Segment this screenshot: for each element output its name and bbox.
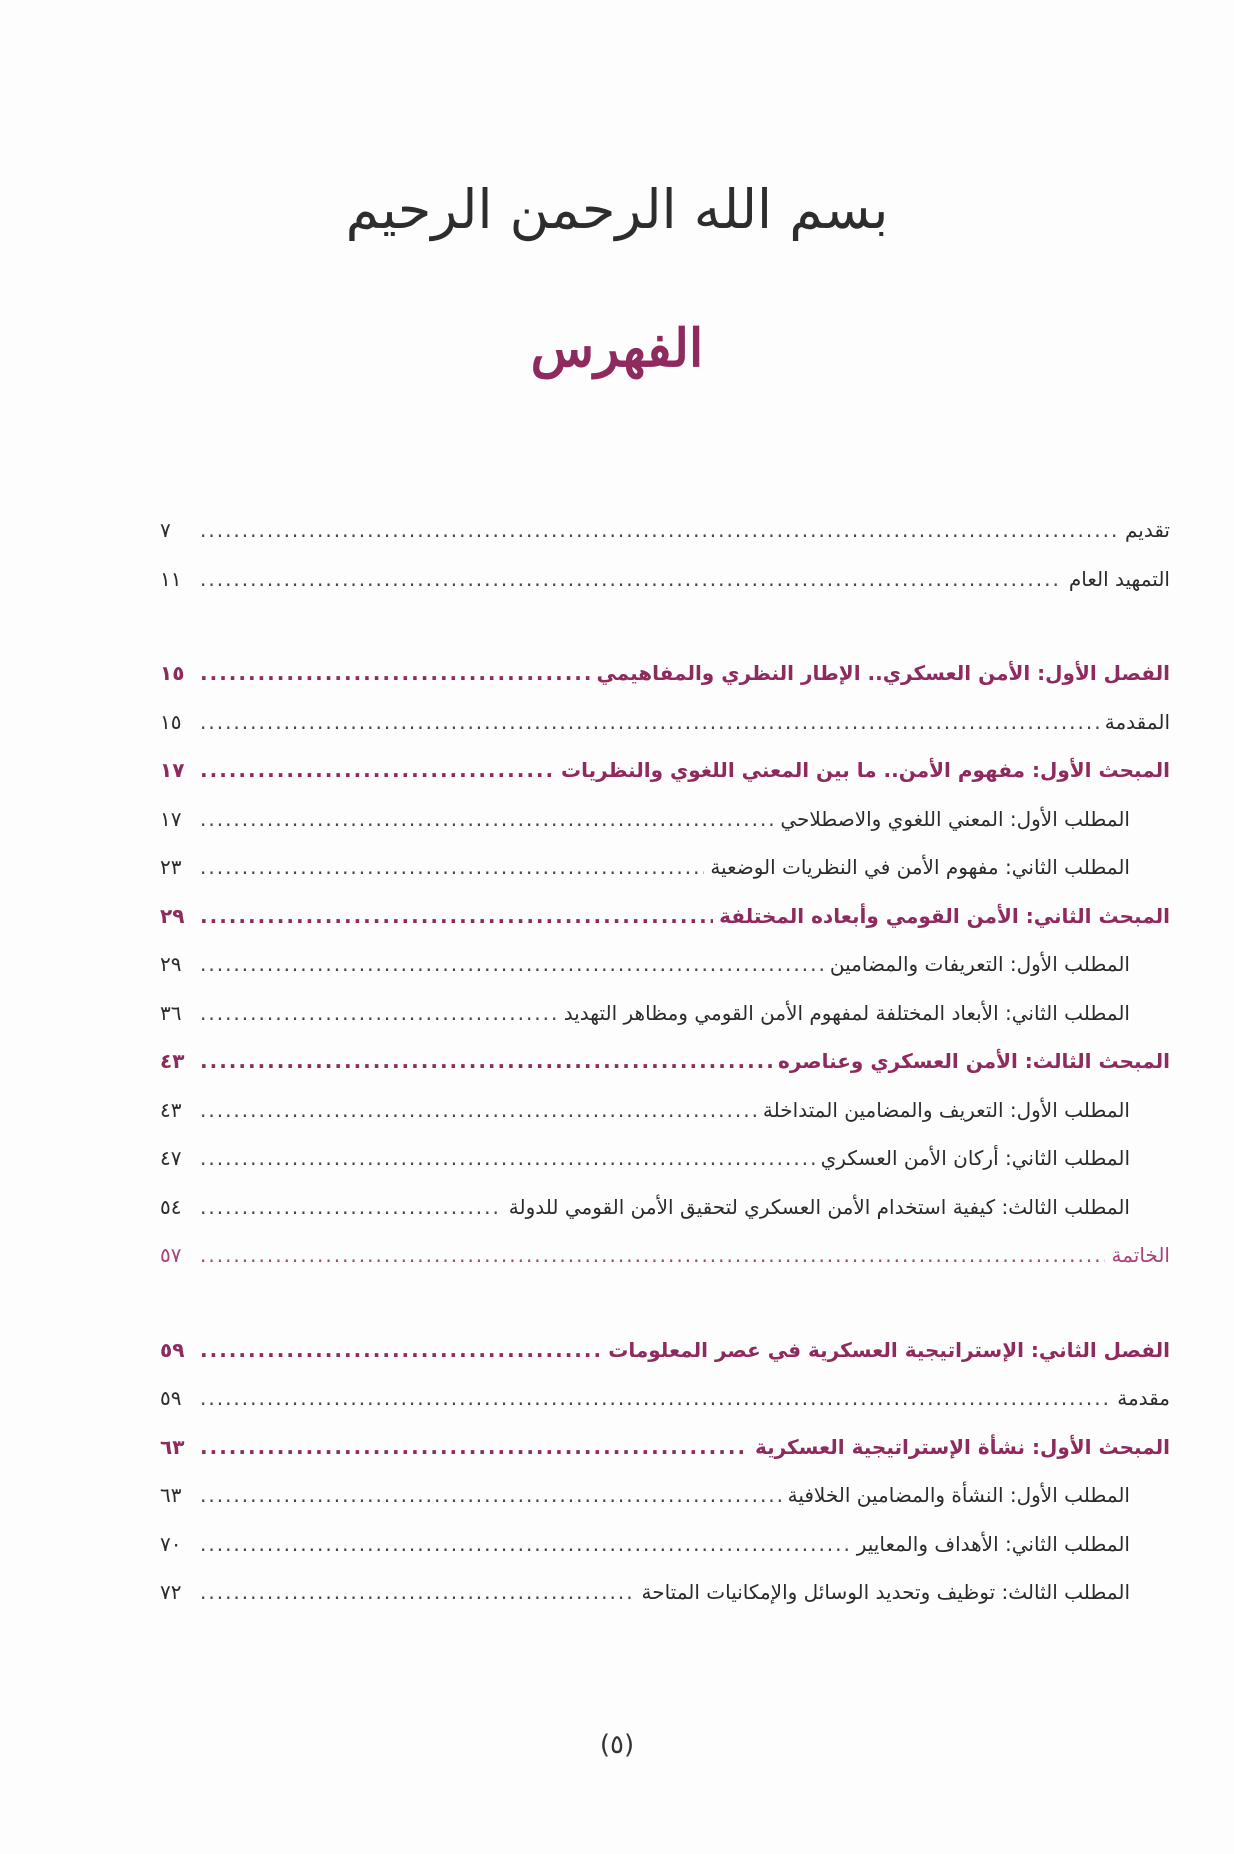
toc-entry-page: ٧٢ [160,1580,182,1604]
toc-section-heading [160,904,1170,953]
toc-entry-page: ٢٩ [160,903,185,928]
toc-entry [160,710,1170,759]
toc-entry-title: المطلب الأول: النشأة والمضامين الخلافية [787,1483,1130,1507]
toc-entry-title: التمهيد العام [1068,566,1170,591]
toc-entry-page: ٥٧ [160,1243,182,1267]
toc-subsection [160,1580,1170,1629]
toc-entry-title: المقدمة [1104,709,1170,734]
dot-leader [200,1386,1111,1410]
toc-entry-title: الخاتمة [1111,1243,1170,1267]
dot-leader [200,1001,558,1025]
toc-entry-title: الفصل الثاني: الإستراتيجية العسكرية في عصر المعلومات [608,1337,1170,1362]
toc-entry-page: ١١ [160,566,182,591]
toc-entry-title: مقدمة [1117,1386,1170,1410]
toc-entry-title: المطلب الثالث: توظيف وتحديد الوسائل والإمكانيات المتاحة [641,1580,1130,1604]
dot-leader [200,1483,782,1507]
toc-entry-title: تقديم [1124,518,1170,542]
toc-entry-general-preface [160,567,1170,616]
dot-leader [200,904,713,928]
toc-subsection [160,855,1170,904]
toc-entry-title: المطلب الثاني: الأهداف والمعايير [856,1531,1130,1556]
toc-entry-page: ٥٩ [160,1337,185,1362]
toc-entry-title: المبحث الثاني: الأمن القومي وأبعاده المختلفة [719,903,1170,928]
toc-subsection [160,1532,1170,1581]
toc-entry-page: ٦٣ [160,1483,182,1507]
toc-entry-page: ١٧ [160,806,182,831]
toc-title: الفهرس [530,318,704,379]
basmala: بسم الله الرحمن الرحيم [345,178,889,241]
dot-leader [200,1195,503,1219]
toc-entry-page: ١٥ [160,709,182,734]
toc-entry-title: المبحث الأول: نشأة الإستراتيجية العسكرية [754,1434,1170,1459]
page-number: (٥) [599,1730,635,1760]
toc-entry-title: المبحث الثالث: الأمن العسكري وعناصره [778,1049,1170,1073]
toc-entry-title: المطلب الأول: التعريفات والمضامين [829,952,1130,976]
toc-entry-title: المطلب الثاني: مفهوم الأمن في النظريات الوضعية [710,855,1130,879]
toc-entry-page: ١٧ [160,758,185,782]
dot-leader [200,1435,749,1459]
toc-entry-title: المطلب الثاني: أركان الأمن العسكري [820,1146,1130,1170]
toc-subsection [160,1483,1170,1532]
section-spacer [160,1292,1170,1338]
toc-entry-page: ١٥ [160,661,185,685]
dot-leader [200,567,1063,591]
dot-leader [200,1580,636,1604]
section-spacer [160,615,1170,661]
toc-entry-page: ٥٤ [160,1194,182,1219]
toc-entry-page: ٢٩ [160,952,182,976]
dot-leader [200,1098,757,1122]
dot-leader [200,518,1119,542]
toc-entry-title: المطلب الثالث: كيفية استخدام الأمن العسكري لتحقيق الأمن القومي للدولة [508,1194,1130,1219]
table-of-contents [160,518,1170,1629]
toc-section-heading [160,758,1170,807]
dot-leader [200,952,824,976]
toc-subsection [160,1098,1170,1147]
toc-entry-title: الفصل الأول: الأمن العسكري.. الإطار النظري والمفاهيمي [596,661,1170,685]
dot-leader [200,1243,1105,1267]
toc-entry-page: ٤٣ [160,1097,182,1122]
dot-leader [200,758,555,782]
dot-leader [200,661,590,685]
toc-section-heading [160,1049,1170,1098]
toc-subsection [160,807,1170,856]
dot-leader [200,1532,851,1556]
toc-entry-page: ٦٣ [160,1434,185,1459]
toc-entry-title: المبحث الأول: مفهوم الأمن.. ما بين المعني اللغوي والنظريات [561,758,1170,782]
toc-entry-page: ٥٩ [160,1386,182,1410]
dot-leader [200,1338,602,1362]
dot-leader [200,1146,815,1170]
toc-conclusion [160,1243,1170,1292]
toc-subsection [160,1195,1170,1244]
toc-entry-title: المطلب الأول: التعريف والمضامين المتداخلة [762,1097,1130,1122]
toc-entry-page: ٢٣ [160,855,182,879]
dot-leader [200,855,704,879]
dot-leader [200,1049,772,1073]
toc-entry-page: ٤٧ [160,1146,182,1170]
dot-leader [200,710,1099,734]
toc-subsection [160,1001,1170,1050]
toc-entry-page: ٧٠ [160,1531,182,1556]
toc-entry [160,1386,1170,1435]
toc-entry-intro [160,518,1170,567]
toc-subsection [160,952,1170,1001]
dot-leader [200,807,774,831]
toc-chapter-heading [160,1338,1170,1387]
toc-entry-title: المطلب الأول: المعني اللغوي والاصطلاحي [780,806,1130,831]
toc-section-heading [160,1435,1170,1484]
toc-subsection [160,1146,1170,1195]
toc-chapter-heading [160,661,1170,710]
toc-entry-title: المطلب الثاني: الأبعاد المختلفة لمفهوم الأمن القومي ومظاهر التهديد [563,1000,1130,1025]
toc-entry-page: ٤٣ [160,1049,185,1073]
toc-entry-page: ٣٦ [160,1000,182,1025]
toc-entry-page: ٧ [160,518,171,542]
